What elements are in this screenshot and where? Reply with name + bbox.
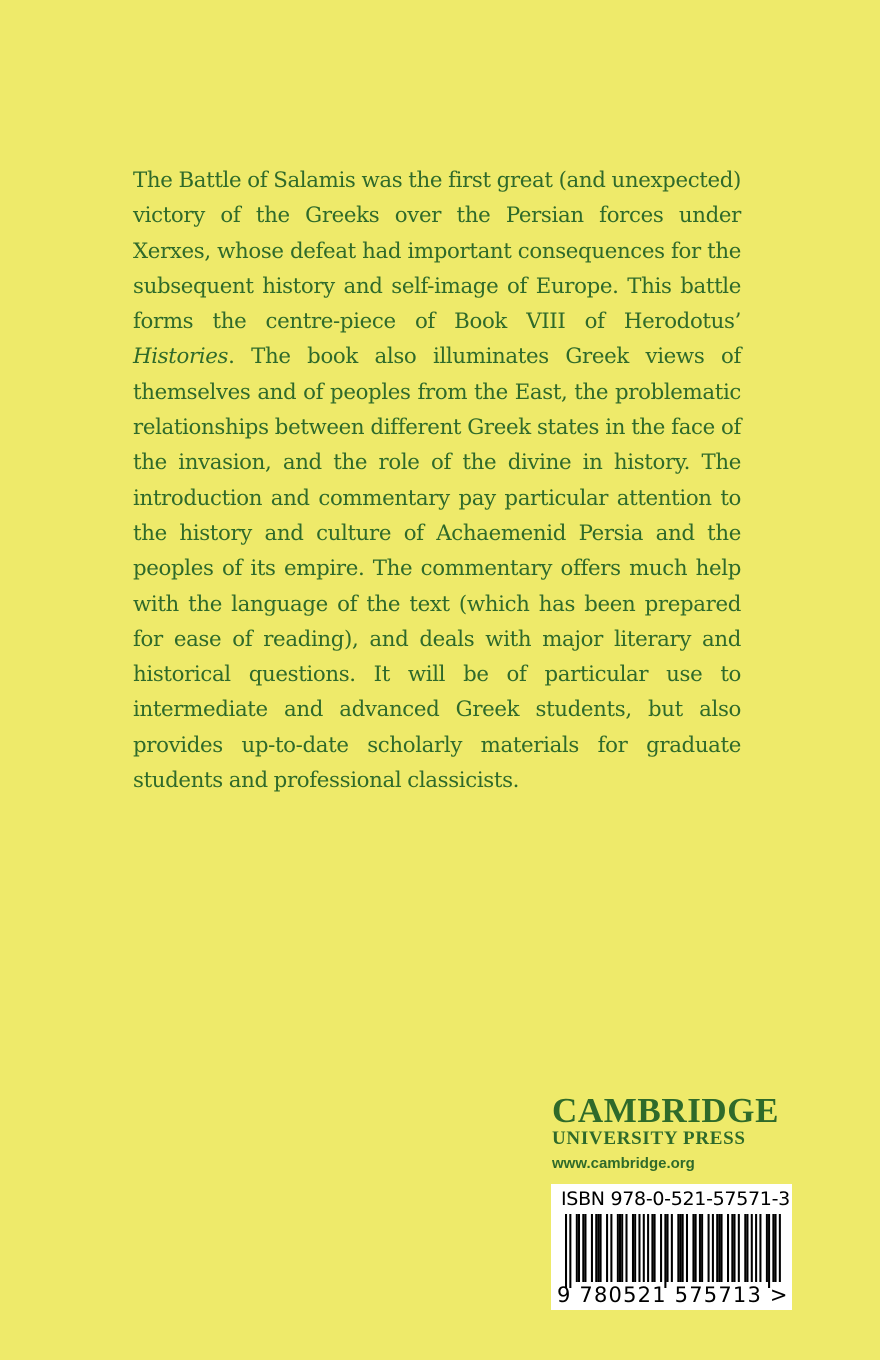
barcode-bar [660,1214,662,1282]
barcode-bar [632,1214,634,1282]
barcode-bar [606,1214,608,1282]
barcode-bar [775,1214,777,1282]
blurb-part-1: The Battle of Salamis was the first great (and unexpected) victory of the Greeks over the Persian forces under Xerxes, whose defeat had important consequences for the subsequent history and self-image of Europe. This battle forms the centre-piece of Book VIII of Herodotus’ [133,168,741,335]
barcode-bar [733,1214,735,1282]
barcode-bar [625,1214,627,1282]
barcode-bar [766,1214,768,1282]
barcode-bar [679,1214,681,1282]
blurb-part-2: . The book also illuminates Greek views of themselves and of peoples from the East, the problematic relationships between different Greek states in the face of the invasion, and the role of the divine in history. The introduction and commentary pay particular attention to the history and culture of Achaemenid Persia and the peoples of its empire. The commentary offers much help with the language of the text (which has been prepared for ease of reading), and deals with major literary and historical questions. It will be of particular use to intermediate and advanced Greek students, but also provides up-to-date scholarly materials for graduate students and professional classicists. [133,344,741,794]
publisher-logo-subtitle: UNIVERSITY PRESS [552,1128,746,1149]
barcode-bar [647,1214,649,1282]
barcode-bar [597,1214,599,1282]
barcode-bar [731,1214,733,1282]
barcode-bar [584,1214,586,1282]
barcode-bar [582,1214,584,1282]
barcode-bar [643,1214,645,1282]
barcode-box [551,1184,792,1310]
barcode-digits: 9 780521 575713 > [557,1283,789,1307]
barcode-bar [595,1214,597,1282]
barcode-bar [692,1214,694,1282]
barcode-bar [664,1214,666,1288]
barcode-bar [565,1214,567,1288]
barcode-bar [591,1214,593,1282]
barcode-bar [617,1214,619,1282]
barcode-bar [699,1214,701,1282]
barcode-bar [651,1214,653,1282]
barcode-bar [718,1214,720,1282]
barcode-bar [744,1214,746,1282]
barcode-bar [779,1214,781,1282]
publisher-block [552,1092,792,1176]
barcode-bar [667,1214,669,1282]
isbn-label: ISBN 978-0-521-57571-3 [561,1188,790,1210]
barcode-bar [654,1214,656,1282]
barcode-bar [721,1214,723,1282]
barcode-bar [712,1214,714,1282]
barcode-bar [701,1214,703,1282]
barcode-bar [610,1214,612,1282]
publisher-website: www.cambridge.org [552,1155,695,1172]
blurb-book-title: Histories [133,344,229,370]
barcode-bar [772,1214,774,1282]
barcode-bar [738,1214,740,1282]
barcode-bar [755,1214,757,1282]
barcode-bar [727,1214,729,1282]
barcode-bar [716,1214,718,1282]
barcode-bar [695,1214,697,1282]
barcode-bar [682,1214,684,1282]
barcode-bar [578,1214,580,1282]
barcode-bar [638,1214,640,1282]
barcode-bar [768,1214,770,1288]
barcode-icon [565,1214,781,1288]
barcode-bar [671,1214,673,1282]
barcode-bar [634,1214,636,1282]
barcode-bar [677,1214,679,1282]
barcode-bar [708,1214,710,1282]
barcode-bar [621,1214,623,1282]
barcode-bar [619,1214,621,1282]
barcode-bar [569,1214,571,1288]
blurb-text [133,163,741,798]
barcode-bar [746,1214,748,1282]
barcode-bar [686,1214,688,1282]
barcode-bar [751,1214,753,1282]
barcode-bar [759,1214,761,1282]
barcode-bar [576,1214,578,1282]
barcode-bar [600,1214,602,1282]
publisher-logo-name: CAMBRIDGE [552,1091,780,1130]
